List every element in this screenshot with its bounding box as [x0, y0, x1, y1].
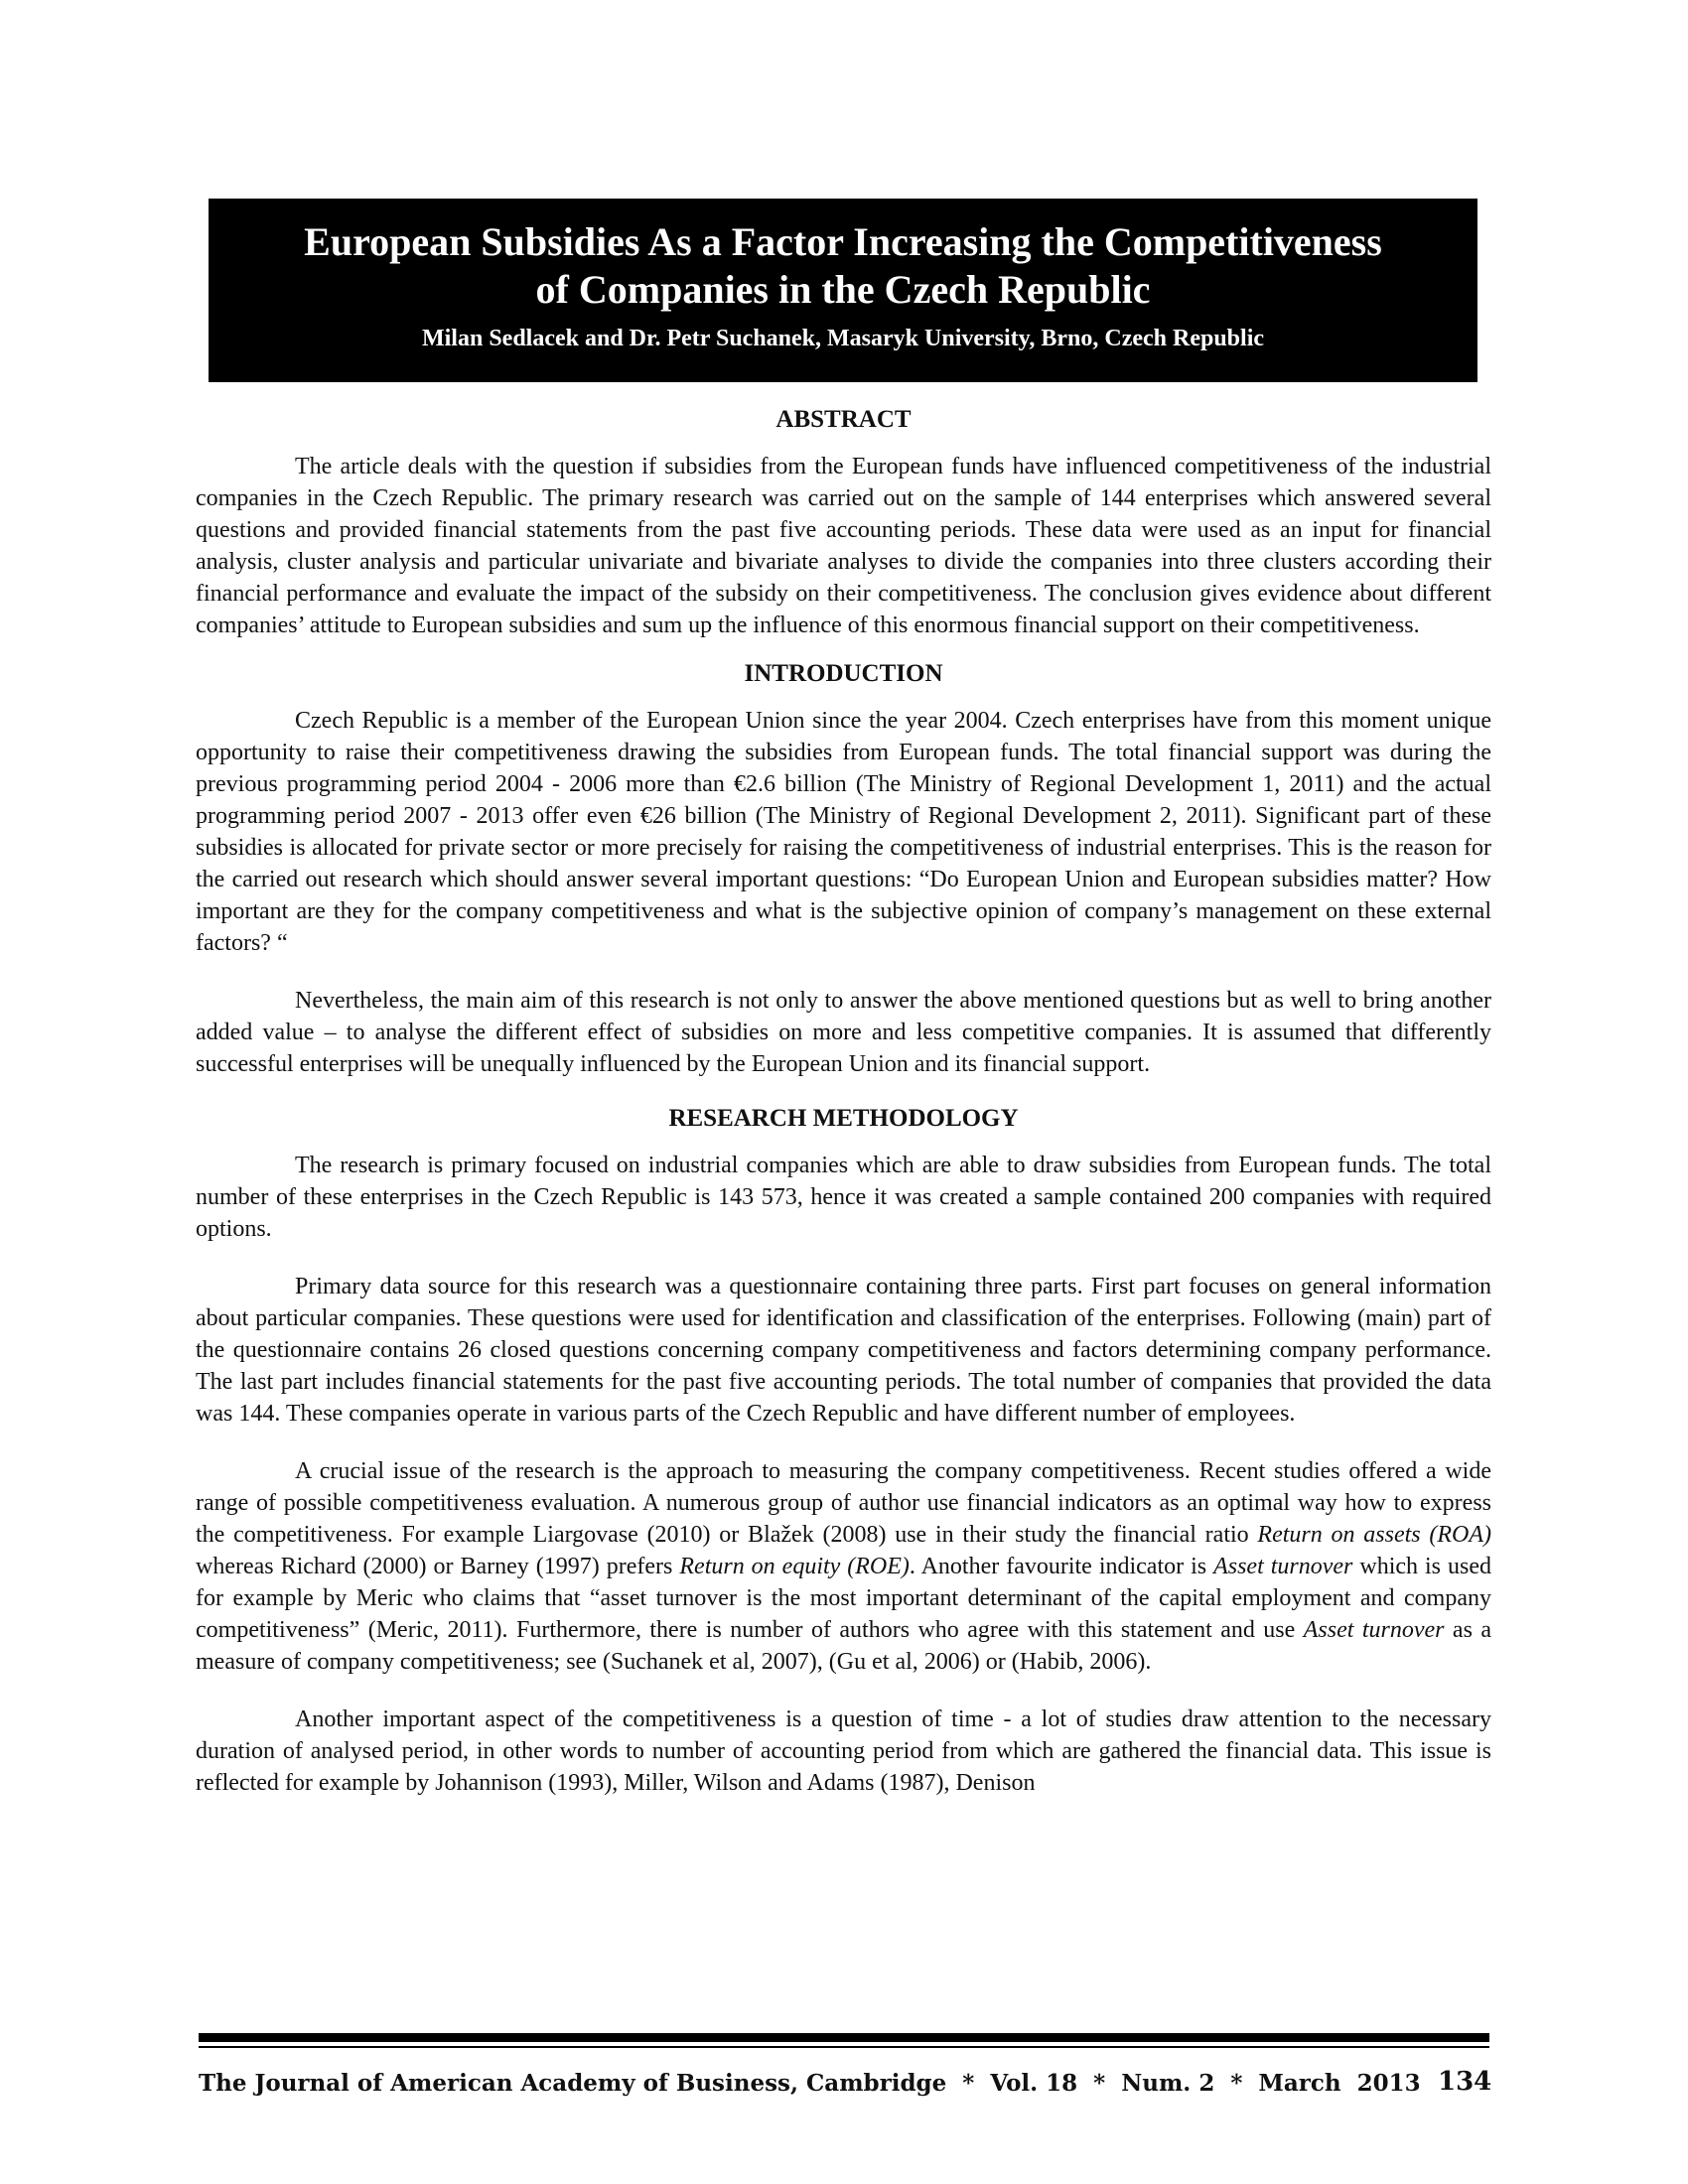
journal-footer: The Journal of American Academy of Business, Cambridge * Vol. 18 * Num. 2 * March 2013 [199, 2070, 1421, 2097]
abstract-heading: ABSTRACT [775, 406, 912, 433]
paper-title [209, 218, 1477, 314]
paper-body [196, 405, 1491, 1799]
methodology-section [196, 1104, 1491, 1799]
methodology-paragraph-2: Primary data source for this research was a questionnaire containing three parts. First part focuses on general information about particular companies. These questions were used for identification and classification of the enterprises. Following (main) part of the questionnaire contains 26 closed questions concerning company competitiveness and factors determining company performance. The last part includes financial statements for the past five accounting periods. The total number of companies that provided the data was 144. These companies operate in various parts of the Czech Republic and have different number of employees. [196, 1274, 1491, 1427]
roa-term: Return on assets (ROA) [1257, 1522, 1491, 1548]
p3-text-d: which is used for example by Meric who claims that “asset turnover is the most important determinant of the capital employment and company competitiveness” (Meric, 2011). Furthermore, there is number of authors who agree with this statement and use [196, 1554, 1491, 1643]
asset-turnover-term-2: Asset turnover [1303, 1617, 1445, 1643]
footer-rule-thin [199, 2046, 1489, 2048]
introduction-paragraph-2: Nevertheless, the main aim of this research is not only to answer the above mentioned questions but as well to bring another added value – to analyse the different effect of subsidies on more and less competitive companies. It is assumed that differently successful enterprises will be unequally influenced by the European Union and its financial support. [196, 988, 1491, 1077]
p3-text-c: . Another favourite indicator is [909, 1554, 1214, 1579]
methodology-paragraph-3 [196, 1455, 1491, 1678]
title-line-1: European Subsidies As a Factor Increasing the Competitiveness [304, 219, 1382, 264]
authors: Milan Sedlacek and Dr. Petr Suchanek, Masaryk University, Brno, Czech Republic [421, 326, 1265, 351]
p3-text-e: as a measure of company competitiveness; see (Suchanek et al, 2007), (Gu et al, 2006) or (Habib, 2006). [196, 1617, 1491, 1675]
methodology-paragraph-4: Another important aspect of the competitiveness is a question of time - a lot of studies draw attention to the necessary duration of analysed period, in other words to number of accounting period from which are gathered the financial data. This issue is reflected for example by Johannison (1993), Miller, Wilson and Adams (1987), Denison [196, 1706, 1491, 1796]
asset-turnover-term: Asset turnover [1213, 1554, 1353, 1579]
abstract-section [196, 405, 1491, 641]
methodology-heading: RESEARCH METHODOLOGY [668, 1105, 1019, 1132]
title-block [209, 199, 1477, 382]
methodology-paragraph-1: The research is primary focused on industrial companies which are able to draw subsidies from European funds. The total number of these enterprises in the Czech Republic is 143 573, hence it was created a sample contained 200 companies with required options. [196, 1153, 1491, 1242]
p3-text-b: whereas Richard (2000) or Barney (1997) prefers [196, 1554, 680, 1579]
p3-text-a: A crucial issue of the research is the approach to measuring the company competitiveness. Recent studies offered a wide range of possible competitiveness evaluation. A numerous group of author use financial indicators as an optimal way how to express the competitiveness. For example Liargovase (2010) or Blažek (2008) use in their study the financial ratio [196, 1458, 1491, 1548]
page-number: 134 [1438, 2067, 1492, 2097]
title-line-2: of Companies in the Czech Republic [535, 267, 1151, 312]
footer-rule-thick [199, 2033, 1489, 2042]
introduction-section [196, 659, 1491, 1080]
introduction-paragraph-1: Czech Republic is a member of the European Union since the year 2004. Czech enterprises have from this moment unique opportunity to raise their competitiveness drawing the subsidies from European funds. The total financial support was during the previous programming period 2004 - 2006 more than €2.6 billion (The Ministry of Regional Development 1, 2011) and the actual programming period 2007 - 2013 offer even €26 billion (The Ministry of Regional Development 2, 2011). Significant part of these subsidies is allocated for private sector or more precisely for raising the competitiveness of industrial enterprises. This is the reason for the carried out research which should answer several important questions: “Do European Union and European subsidies matter? How important are they for the company competitiveness and what is the subjective opinion of company’s management on these external factors? “ [196, 708, 1491, 956]
abstract-text: The article deals with the question if subsidies from the European funds have influenced competitiveness of the industrial companies in the Czech Republic. The primary research was carried out on the sample of 144 enterprises which answered several questions and provided financial statements from the past five accounting periods. These data were used as an input for financial analysis, cluster analysis and particular univariate and bivariate analyses to divide the companies into three clusters according their financial performance and evaluate the impact of the subsidy on their competitiveness. The conclusion gives evidence about different companies’ attitude to European subsidies and sum up the influence of this enormous financial support on their competitiveness. [196, 454, 1491, 638]
introduction-heading: INTRODUCTION [744, 660, 943, 687]
roe-term: Return on equity (ROE) [679, 1554, 910, 1579]
